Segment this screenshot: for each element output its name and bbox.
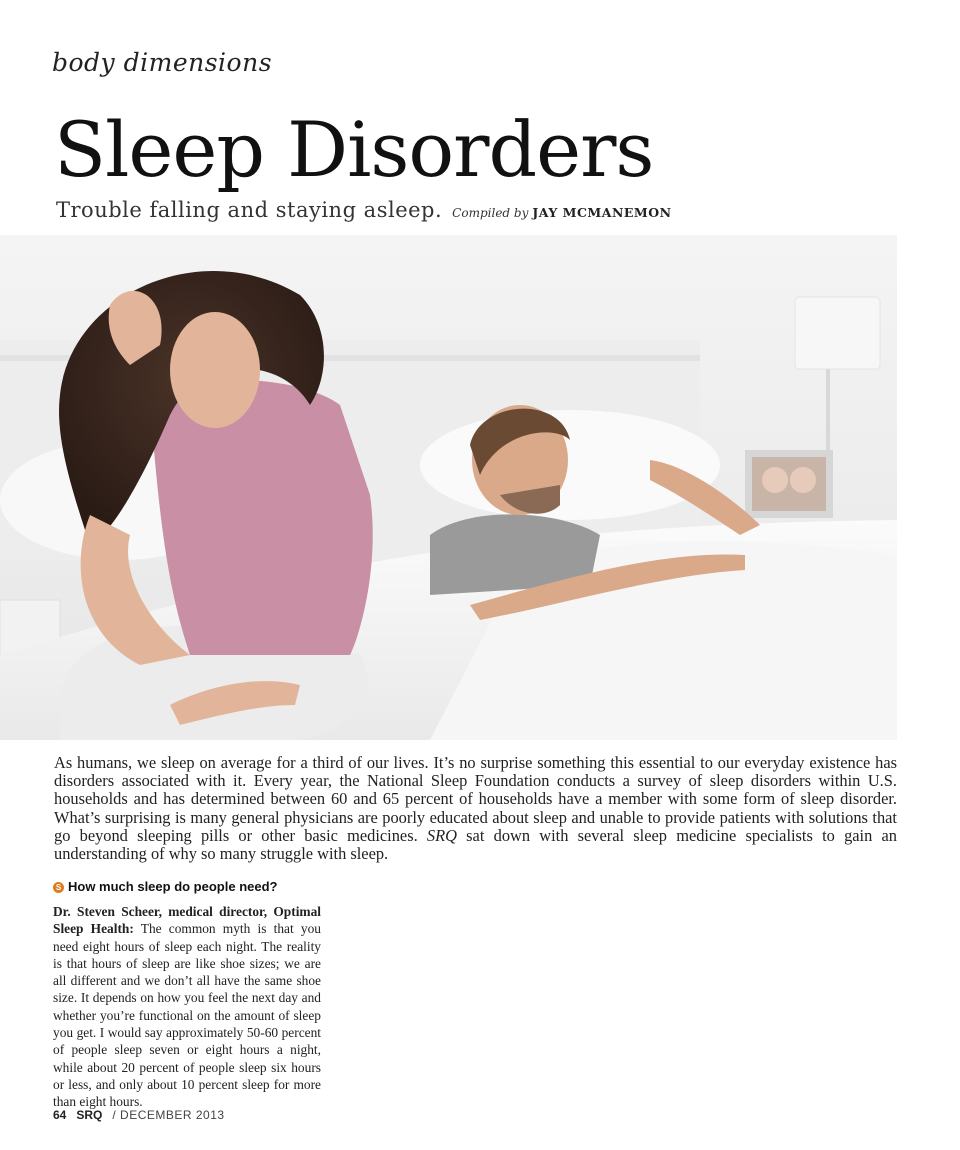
answer-1-speaker: Dr. Steven Scheer, medical director, Optimal Sleep Health: [53,904,321,937]
srq-badge-icon: S [53,882,64,893]
page-title: Sleep Disorders [54,105,654,194]
issue-date: / DECEMBER 2013 [112,1108,225,1122]
intro-text-1: As humans, we sleep on average for a third of our lives. It’s no surprise something this essential to our everyday existence has disorders associated with it. Every year, the National Sleep Foundation conducts a survey of sleep disorders within U.S. households and has determined between 60 and 65 percent of households have a member with some form of sleep disorder. What’s surprising is many general physicians are poorly educated about sleep and unable to provide patients with solutions that go beyond sleeping pills or other basic medicines. [54,753,897,845]
srq-mention: SRQ [426,825,457,845]
intro-text-2: sat down with several sleep medicine specialists to gain an understanding of why so many struggle with sleep. [54,825,897,864]
intro-paragraph [54,754,897,863]
page-number: 64 [53,1108,67,1122]
subtitle-row [56,198,672,222]
question-1 [53,878,321,895]
bedroom-photo-icon [0,235,897,740]
magazine-name: SRQ [76,1108,103,1122]
answer-1-text: The common myth is that you need eight hours of sleep each night. The reality is that hours of sleep are like shoe sizes; we are all different and we don’t all have the same shoe size. It depends on how you feel the next day and whether you’re functional on the amount of sleep you get. I would say approximately 50-60 percent of people sleep seven or eight hours a night, while about 20 percent of people sleep six hours or less, and only about 10 percent sleep for more than eight hours. [53,921,321,1110]
section-tag: body dimensions [52,48,273,77]
author-name: JAY MCMANEMON [532,205,672,220]
page-footer [53,1108,225,1122]
compiled-by-label: Compiled by [452,206,529,220]
answer-1 [53,903,321,1111]
question-1-text: How much sleep do people need? [68,879,278,894]
subtitle: Trouble falling and staying asleep. [56,198,443,222]
column-1 [53,878,321,1111]
hero-photo [0,235,897,740]
